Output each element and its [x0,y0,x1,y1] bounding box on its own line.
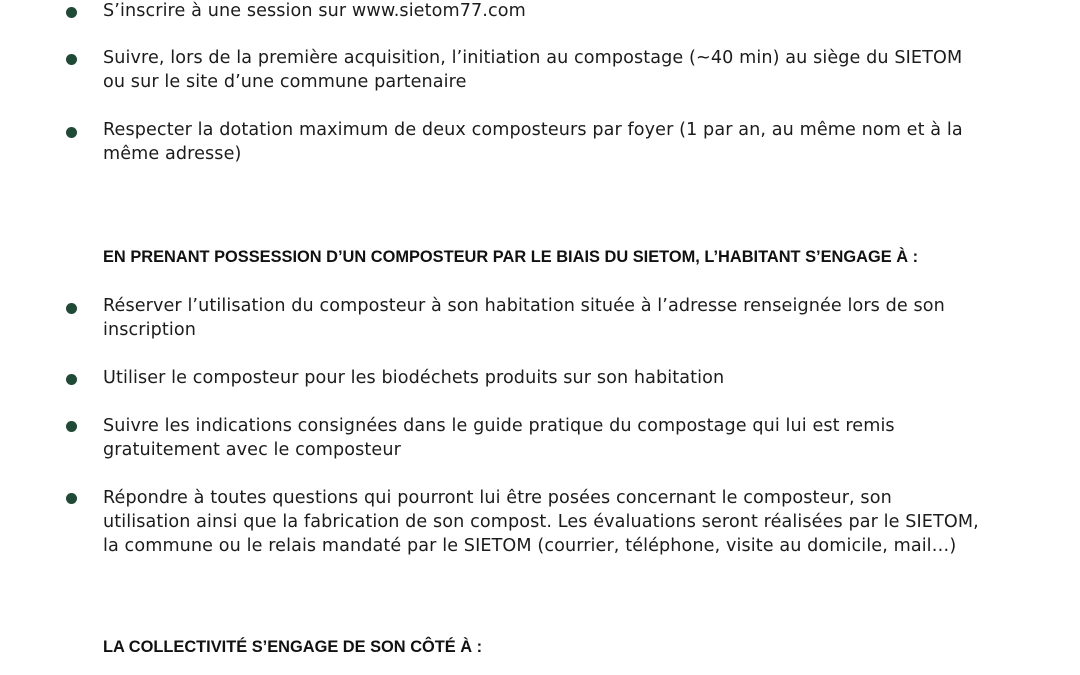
list-item-text: Respecter la dotation maximum de deux composteurs par foyer (1 par an, au même nom et à la même adresse) [103,120,963,164]
bullet-icon [66,303,77,314]
bullet-icon [66,54,77,65]
list-item-text: Réserver l’utilisation du composteur à son habitation située à l’adresse renseignée lors de son inscription [103,296,945,340]
bullet-icon [66,421,77,432]
list-item-text: Répondre à toutes questions qui pourront lui être posées concernant le composteur, son utilisation ainsi que la fabrication de son compost. Les évaluations seront réalisées par le SIETOM, la commune ou le relais mandaté par le SIETOM (courrier, téléphone, visite au domicile, mail…) [103,488,979,556]
bullet-icon [66,7,77,18]
list-item-text: Suivre les indications consignées dans le guide pratique du compostage qui lui est remis gratuitement avec le composteur [103,416,895,460]
list-item-text: Utiliser le composteur pour les biodéchets produits sur son habitation [103,368,725,388]
section-heading: EN PRENANT POSSESSION D’UN COMPOSTEUR PAR LE BIAIS DU SIETOM, L’HABITANT S’ENGAGE À : [103,248,919,266]
list-item-text: Suivre, lors de la première acquisition, l’initiation au compostage (~40 min) au siège du SIETOM ou sur le site d’une commune partenaire [103,48,963,92]
section-heading: LA COLLECTIVITÉ S’ENGAGE DE SON CÔTÉ À : [103,638,483,656]
bullet-icon [66,493,77,504]
bullet-icon [66,127,77,138]
bullet-icon [66,374,77,385]
list-item-text: S’inscrire à une session sur www.sietom77.com [103,1,526,21]
